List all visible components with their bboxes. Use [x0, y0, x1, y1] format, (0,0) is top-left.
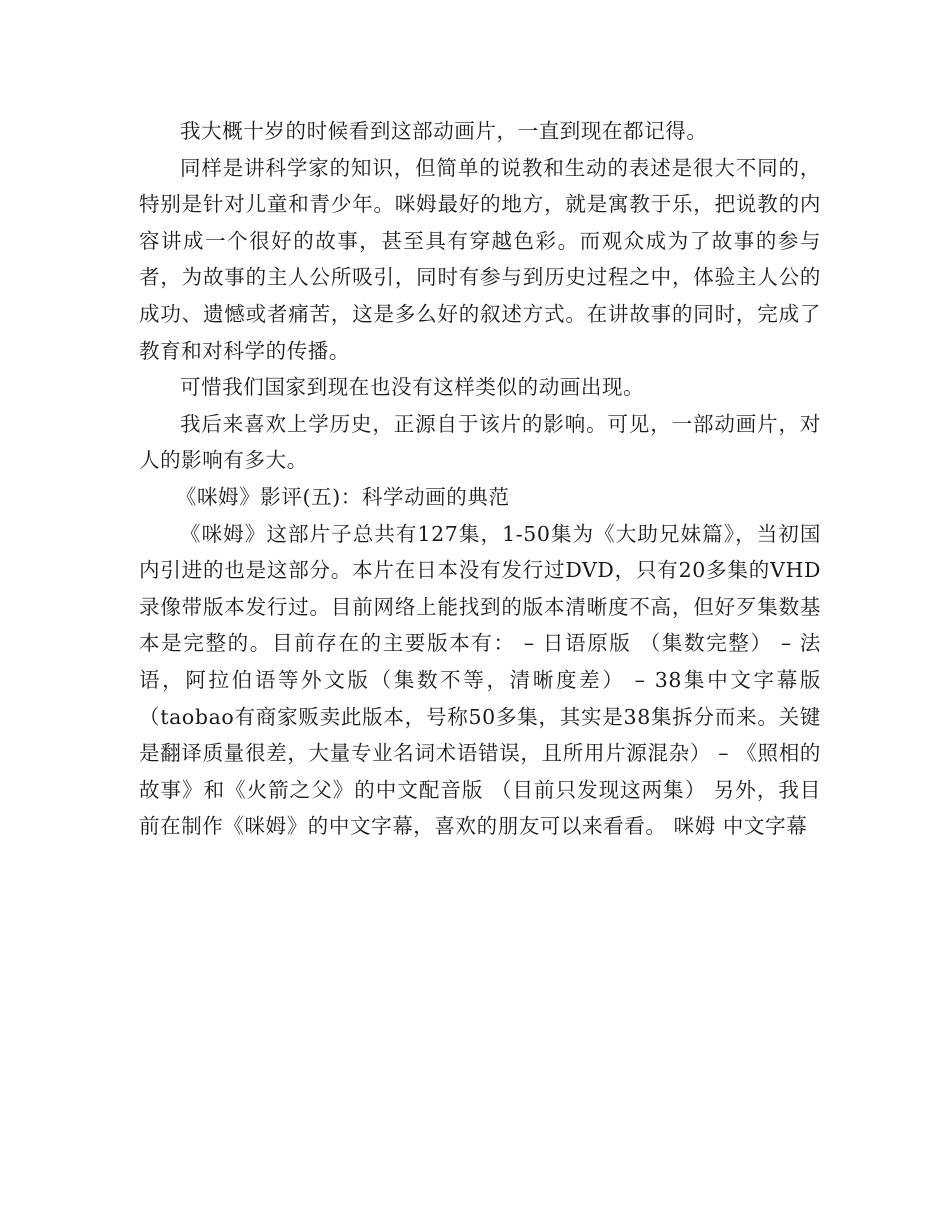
document-body: [139, 113, 821, 845]
paragraph: 我后来喜欢上学历史，正源自于该片的影响。可见，一部动画片，对人的影响有多大。: [139, 411, 821, 473]
section-heading: 《咪姆》影评(五)：科学动画的典范: [175, 484, 510, 509]
paragraph: 同样是讲科学家的知识，但简单的说教和生动的表述是很大不同的，特别是针对儿童和青少年。咪姆最好的地方，就是寓教于乐，把说教的内容讲成一个很好的故事，甚至具有穿越色彩。而观众成为了故事的参与者，为故事的主人公所吸引，同时有参与到历史过程之中，体验主人公的成功、遗憾或者痛苦，这是多么好的叙述方式。在讲故事的同时，完成了教育和对科学的传播。: [139, 155, 821, 363]
paragraph: 我大概十岁的时候看到这部动画片，一直到现在都记得。: [180, 119, 708, 143]
paragraph: 《咪姆》这部片子总共有127集，1-50集为《大助兄妹篇》，当初国内引进的也是这部分。本片在日本没有发行过DVD，只有20多集的VHD录像带版本发行过。目前网络上能找到的版本清晰度不高，但好歹集数基本是完整的。目前存在的主要版本有： – 日语原版 （集数完整） – 法语，阿拉伯语等外文版（集数不等，清晰度差） – 38集中文字幕版（taobao有商家贩卖此版本，号称50多集，其实是38集拆分而来。关键是翻译质量很差，大量专业名词术语错误，且所用片源混杂） – 《照相的故事》和《火箭之父》的中文配音版 （目前只发现这两集） 另外，我目前在制作《咪姆》的中文字幕，喜欢的朋友可以来看看。 咪姆 中文字幕: [139, 521, 821, 839]
paragraph: 可惜我们国家到现在也没有这样类似的动画出现。: [180, 375, 645, 400]
